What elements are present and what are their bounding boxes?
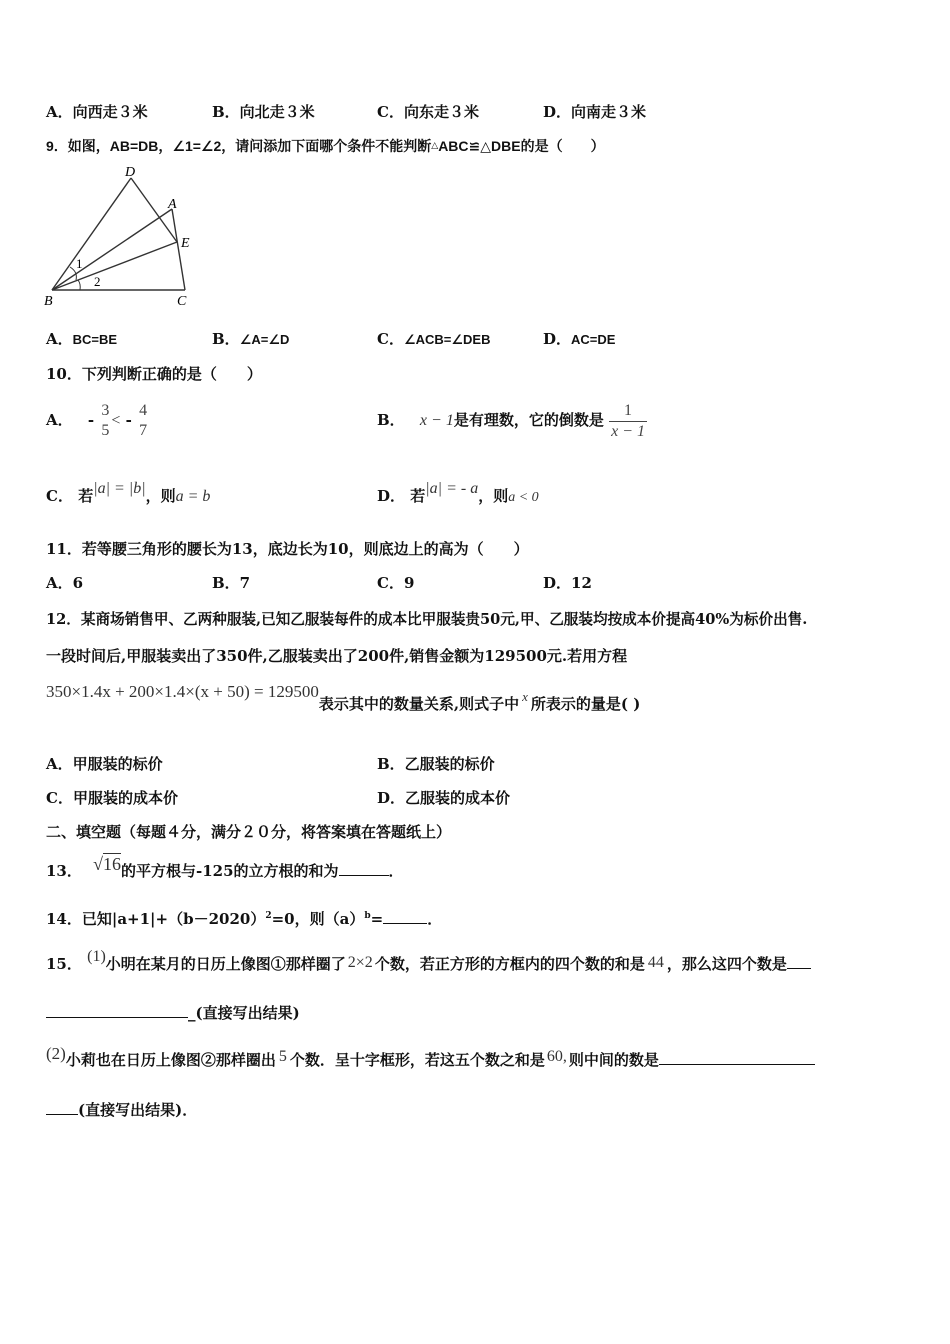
q15-part1-mark: (1) <box>87 948 106 965</box>
q9-label-a: A <box>168 197 177 212</box>
q9-option-d <box>543 329 615 350</box>
q12-option-d: D．乙服装的成本价 <box>377 789 511 807</box>
q10-option-d <box>377 480 539 508</box>
q14-text-b: =0，则（a） <box>271 910 365 928</box>
q10-a-letter: A． <box>46 411 73 429</box>
q15-number: 15． <box>46 955 82 973</box>
q9-triangle-figure <box>40 162 200 310</box>
q10-d-then: ，则 <box>478 487 509 505</box>
q9-option-b-letter: B． <box>212 330 240 348</box>
q11-option-b: B．7 <box>212 574 251 592</box>
q13-sqrt <box>93 854 121 874</box>
q13-radicand: 16 <box>103 854 121 874</box>
q10-b-letter: B． <box>377 411 405 429</box>
q10-a-num2: 4 <box>139 402 148 419</box>
q9-label-angle2: 2 <box>94 274 101 289</box>
q15-part1 <box>46 950 811 979</box>
q10-c-condition: |a| = |b| <box>93 480 146 497</box>
q10-c-letter: C． <box>46 487 73 505</box>
q13-number: 13． <box>46 862 82 880</box>
q10-option-b <box>377 398 647 443</box>
q12-option-c: C．甲服装的成本价 <box>46 789 178 807</box>
q10-a-num1: 3 <box>101 402 110 419</box>
q15-part1-continued <box>46 1003 300 1023</box>
q15-part1-text-a: 小明在某月的日历上像图①那样圈了 <box>105 955 346 973</box>
q13-answer-blank[interactable] <box>339 861 389 876</box>
q12-option-b: B．乙服装的标价 <box>377 755 495 773</box>
q8-option-a: A．向西走３米 <box>46 103 148 121</box>
q14-superscript: 2 <box>265 911 272 921</box>
q10-d-conclusion: a < 0 <box>508 490 539 505</box>
q8-option-d: D．向南走３米 <box>543 103 647 121</box>
q13-text: 的平方根与-125的立方根的和为 <box>121 862 339 880</box>
q13-end: ． <box>388 862 404 880</box>
q9-stem-text: 9．如图，AB=DB，∠1=∠2，请问添加下面哪个条件不能判断 <box>46 138 432 154</box>
q15-part1-blank-b[interactable] <box>46 1003 188 1018</box>
q9-label-angle1: 1 <box>76 256 83 271</box>
q10-c-conclusion: a = b <box>175 488 211 505</box>
q15-part2 <box>46 1046 815 1075</box>
q10-a-den2: 7 <box>139 422 148 439</box>
q12-tail-a: 表示其中的数量关系,则式子中 <box>318 695 520 713</box>
q10-a-fraction1 <box>99 401 111 441</box>
q15-part1-text-c: ，那么这四个数是 <box>666 955 787 973</box>
section-title-fill-in: 二、填空题（每题４分，满分２０分，将答案填在答题纸上） <box>46 823 452 841</box>
q14 <box>46 906 442 929</box>
q9-option-a-letter: A． <box>46 330 73 348</box>
q15-part2-continued <box>46 1100 197 1120</box>
q10-b-fraction <box>609 401 647 442</box>
q9-label-b: B <box>44 294 53 309</box>
q9-segment-be <box>52 242 177 290</box>
q15-part2-text-b: 个数．呈十字框形，若这五个数之和是 <box>289 1051 545 1069</box>
q15-part2-text-c: 则中间的数是 <box>568 1051 659 1069</box>
q9-angle2-arc <box>78 280 80 290</box>
q9-label-c: C <box>177 294 187 309</box>
q11-option-a: A．6 <box>46 574 84 592</box>
q15-part1-blank-a[interactable] <box>787 954 811 969</box>
q14-text-c: = <box>370 910 384 928</box>
q9-stem-tail: ABC≌△DBE的是（ ） <box>438 138 605 154</box>
q10-c-if: 若 <box>78 487 94 505</box>
q8-option-b: B．向北走３米 <box>212 103 315 121</box>
q15-part2-mark: (2) <box>46 1044 66 1063</box>
q9-option-c-text: ∠ACB=∠DEB <box>403 332 491 347</box>
q12-equation-line <box>46 682 641 715</box>
q10-a-lt: < <box>111 412 121 429</box>
q10-b-expr: x − 1 <box>419 412 454 429</box>
q12-variable: x <box>522 689 528 704</box>
q9-option-d-letter: D． <box>543 330 572 348</box>
q9-option-b <box>212 329 289 350</box>
q12-equation: 350×1.4x + 200×1.4×(x + 50) = 129500 <box>46 682 319 701</box>
q12-option-a: A．甲服装的标价 <box>46 755 163 773</box>
q9-option-a-text: BC=BE <box>72 332 118 347</box>
q10-d-letter: D． <box>377 487 406 505</box>
q12-tail-b: 所表示的量是( ) <box>530 695 641 713</box>
q15-part2-tail: (直接写出结果)． <box>78 1101 198 1119</box>
q15-part1-sum: 44 <box>647 954 664 971</box>
q10-option-c <box>46 480 211 507</box>
q10-b-num: 1 <box>624 401 633 419</box>
q9-option-a <box>46 329 117 350</box>
q11-option-d: D．12 <box>543 574 592 592</box>
q9-segment-ba <box>52 209 172 290</box>
q11-stem: 11．若等腰三角形的腰长为13，底边长为10，则底边上的高为（ ） <box>46 540 529 558</box>
q9-option-c <box>377 329 490 350</box>
q10-a-minus2: - <box>125 411 132 429</box>
q15-part2-text-a: 小莉也在日历上像图②那样圈出 <box>65 1051 276 1069</box>
q13 <box>46 856 404 885</box>
q9-stem <box>46 136 605 156</box>
q15-part2-sum: 60, <box>546 1048 567 1065</box>
q12-line1: 12．某商场销售甲、乙两种服装,已知乙服装每件的成本比甲服装贵50元,甲、乙服装均按成本价提高40%为标价出售. <box>46 611 808 628</box>
q12-line2: 一段时间后,甲服装卖出了350件,乙服装卖出了200件,销售金额为129500元.若用方程 <box>46 647 628 665</box>
q9-option-c-letter: C． <box>377 330 404 348</box>
q10-a-fraction2 <box>137 401 149 441</box>
q9-label-d: D <box>125 165 136 180</box>
q14-end: ． <box>427 910 443 928</box>
q9-option-d-text: AC=DE <box>571 332 616 347</box>
q14-text-a: 14．已知|a+1|+（b－2020） <box>46 910 266 928</box>
q10-c-then: ，则 <box>145 487 176 505</box>
q9-stem-triangle: △ <box>431 141 439 151</box>
q15-part2-count: 5 <box>278 1048 287 1065</box>
q15-part2-blank-b[interactable] <box>46 1100 78 1115</box>
q14-answer-blank[interactable] <box>383 909 427 924</box>
q9-option-b-text: ∠A=∠D <box>239 332 290 347</box>
q10-stem: 10．下列判断正确的是（ ） <box>46 365 262 383</box>
q10-b-text: 是有理数，它的倒数是 <box>453 411 604 429</box>
q10-a-minus1: - <box>87 411 95 429</box>
q10-option-a <box>46 398 149 443</box>
q15-part1-text-b: 个数，若正方形的方框内的四个数的和是 <box>374 955 645 973</box>
q15-part1-tail: _(直接写出结果) <box>188 1004 300 1022</box>
q15-part1-expr: 2×2 <box>347 954 373 971</box>
q13-radical: √ <box>93 854 103 874</box>
q15-part2-blank-a[interactable] <box>659 1050 815 1065</box>
q8-option-c: C．向东走３米 <box>377 103 479 121</box>
q10-d-if: 若 <box>410 487 426 505</box>
q10-d-condition: |a| = - a <box>425 480 479 497</box>
q9-label-e: E <box>181 236 190 251</box>
q11-option-c: C．9 <box>377 574 415 592</box>
q14-superscript-b: b <box>364 911 371 921</box>
q10-b-den: x − 1 <box>611 422 645 440</box>
q9-segment-bd <box>52 178 131 290</box>
q10-a-den1: 5 <box>101 422 110 439</box>
